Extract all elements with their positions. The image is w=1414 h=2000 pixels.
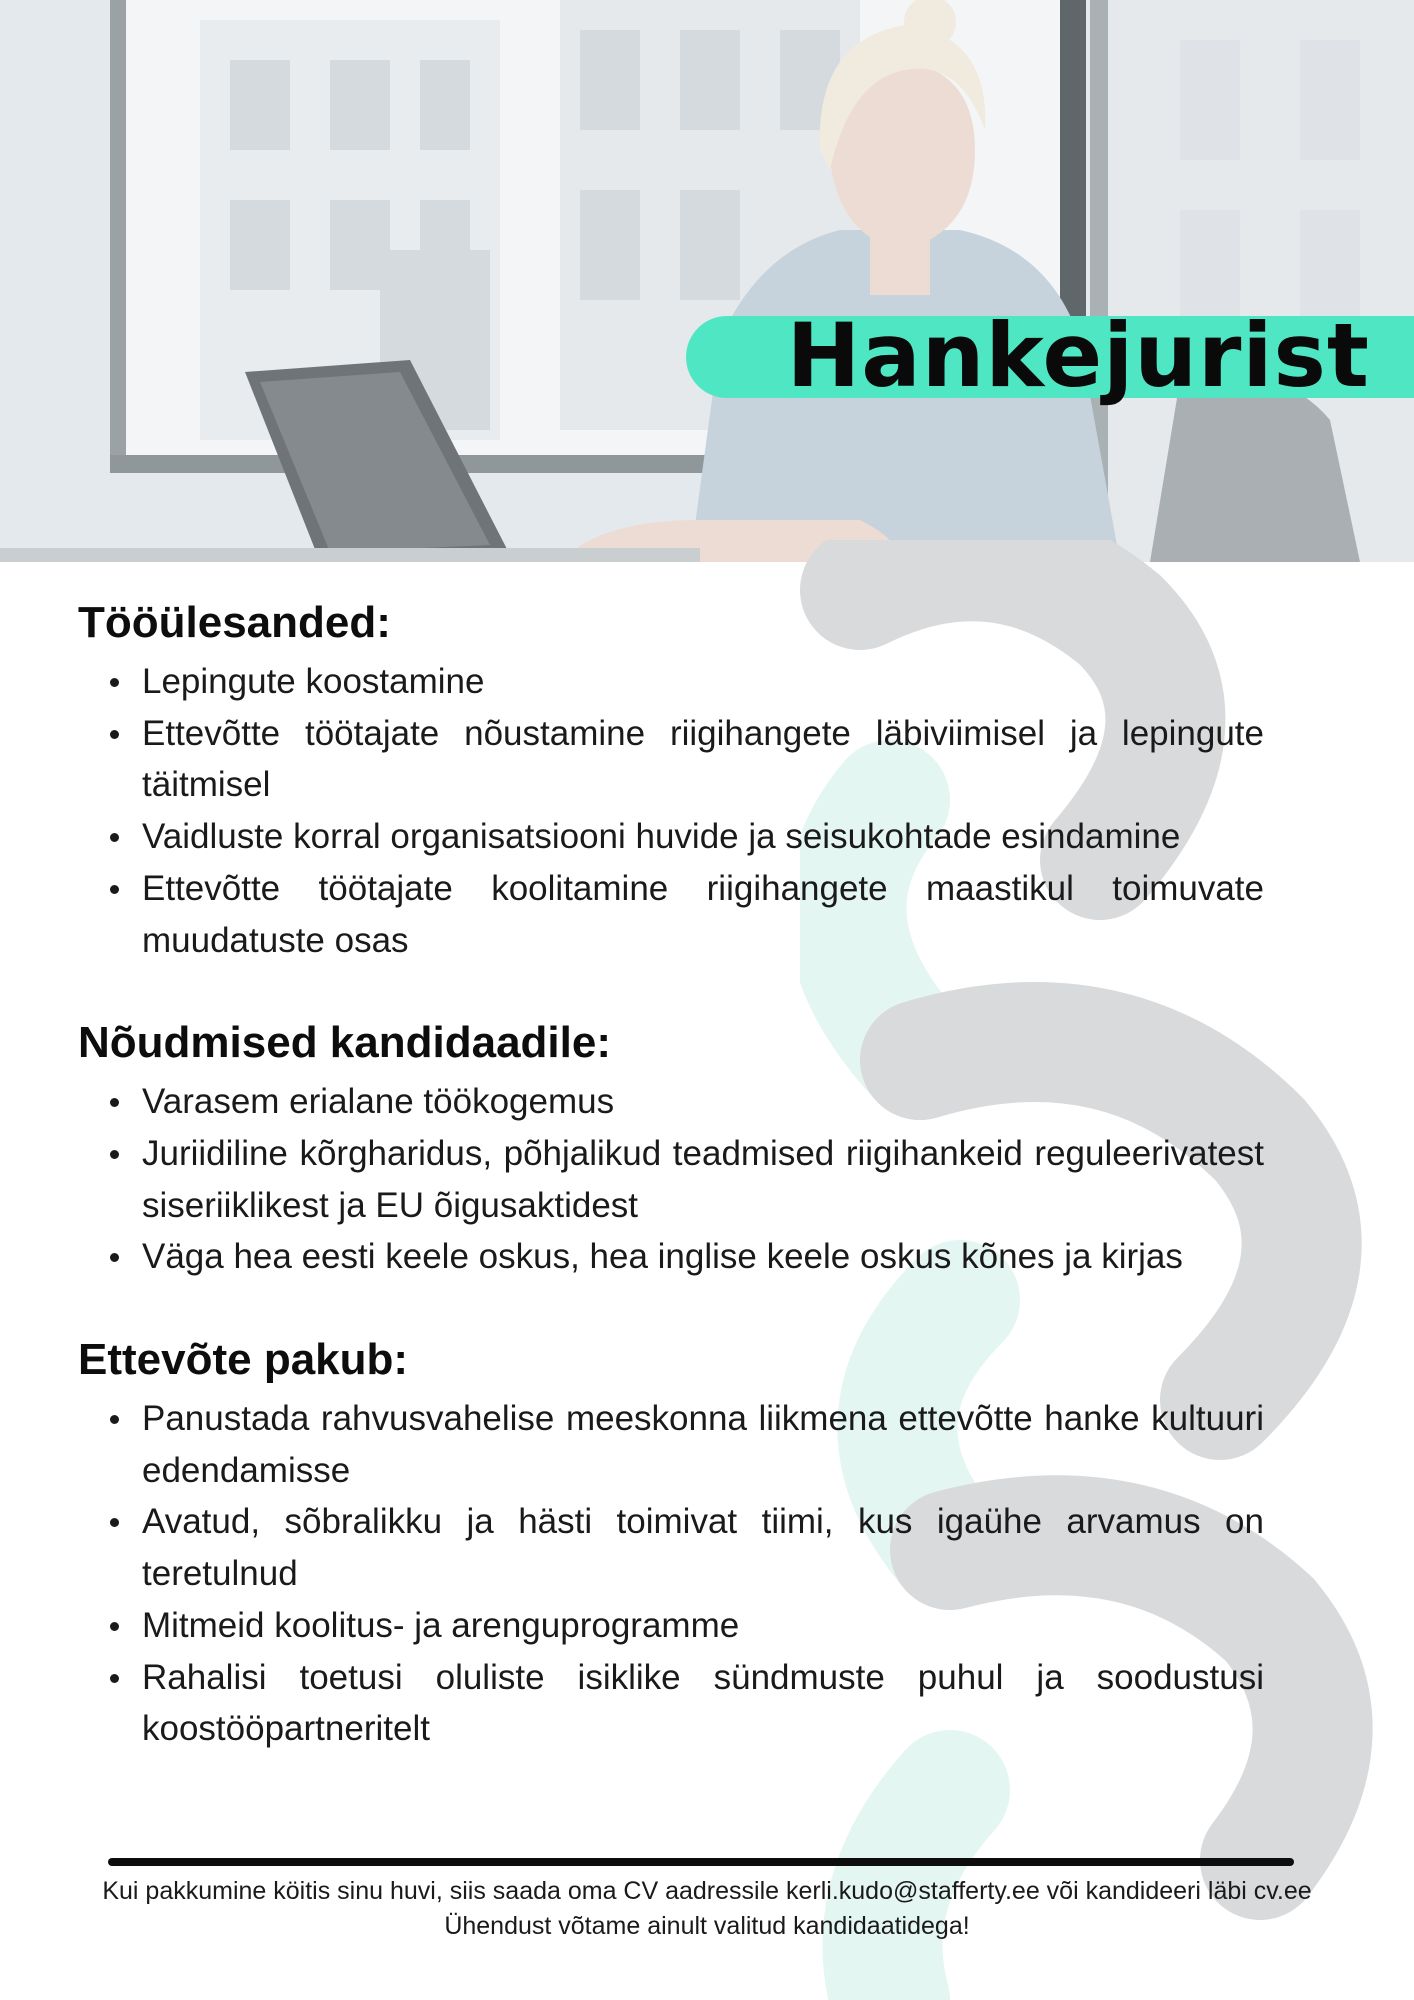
list-item: Ettevõtte töötajate nõustamine riigihangete läbiviimisel ja lepingute täitmisel bbox=[142, 708, 1264, 811]
section-heading-tasks: Tööülesanded: bbox=[78, 598, 391, 647]
list-item: Ettevõtte töötajate koolitamine riigihangete maastikul toimuvate muudatuste osas bbox=[142, 863, 1264, 966]
requirements-list bbox=[78, 1076, 1264, 1283]
list-item: Vaidluste korral organisatsiooni huvide ja seisukohtade esindamine bbox=[142, 811, 1264, 863]
hero-photo bbox=[0, 0, 1414, 562]
list-item: Avatud, sõbralikku ja hästi toimivat tiimi, kus igaühe arvamus on teretulnud bbox=[142, 1496, 1264, 1599]
section-offer bbox=[78, 1327, 1264, 1755]
list-item: Juriidiline kõrgharidus, põhjalikud teadmised riigihankeid reguleerivatest siseriiklikest ja EU õigusaktidest bbox=[142, 1128, 1264, 1231]
job-details bbox=[78, 590, 1264, 1755]
footer-divider bbox=[108, 1858, 1294, 1866]
section-heading-offer: Ettevõte pakub: bbox=[78, 1335, 409, 1385]
section-heading-requirements: Nõudmised kandidaadile: bbox=[78, 1018, 611, 1068]
footer-apply-text: Kui pakkumine köitis sinu huvi, siis saada oma CV aadressile kerli.kudo@stafferty.ee või kandideeri läbi cv.ee bbox=[102, 1877, 1312, 1905]
offer-list bbox=[78, 1393, 1264, 1755]
list-item: Panustada rahvusvahelise meeskonna liikmena ettevõtte hanke kultuuri edendamisse bbox=[142, 1393, 1264, 1496]
office-scene-illustration bbox=[0, 0, 1414, 562]
list-item: Mitmeid koolitus- ja arenguprogramme bbox=[142, 1600, 1264, 1652]
page-title: Hankejurist bbox=[786, 304, 1370, 407]
list-item: Lepingute koostamine bbox=[142, 656, 1264, 708]
section-tasks bbox=[78, 590, 1264, 966]
list-item: Varasem erialane töökogemus bbox=[142, 1076, 1264, 1128]
tasks-list bbox=[78, 656, 1264, 966]
section-requirements bbox=[78, 1010, 1264, 1283]
footer bbox=[90, 1874, 1324, 1944]
footer-contact-note: Ühendust võtame ainult valitud kandidaatidega! bbox=[444, 1912, 970, 1940]
list-item: Väga hea eesti keele oskus, hea inglise keele oskus kõnes ja kirjas bbox=[142, 1231, 1264, 1283]
list-item: Rahalisi toetusi oluliste isiklike sündmuste puhul ja soodustusi koostööpartneritelt bbox=[142, 1652, 1264, 1755]
